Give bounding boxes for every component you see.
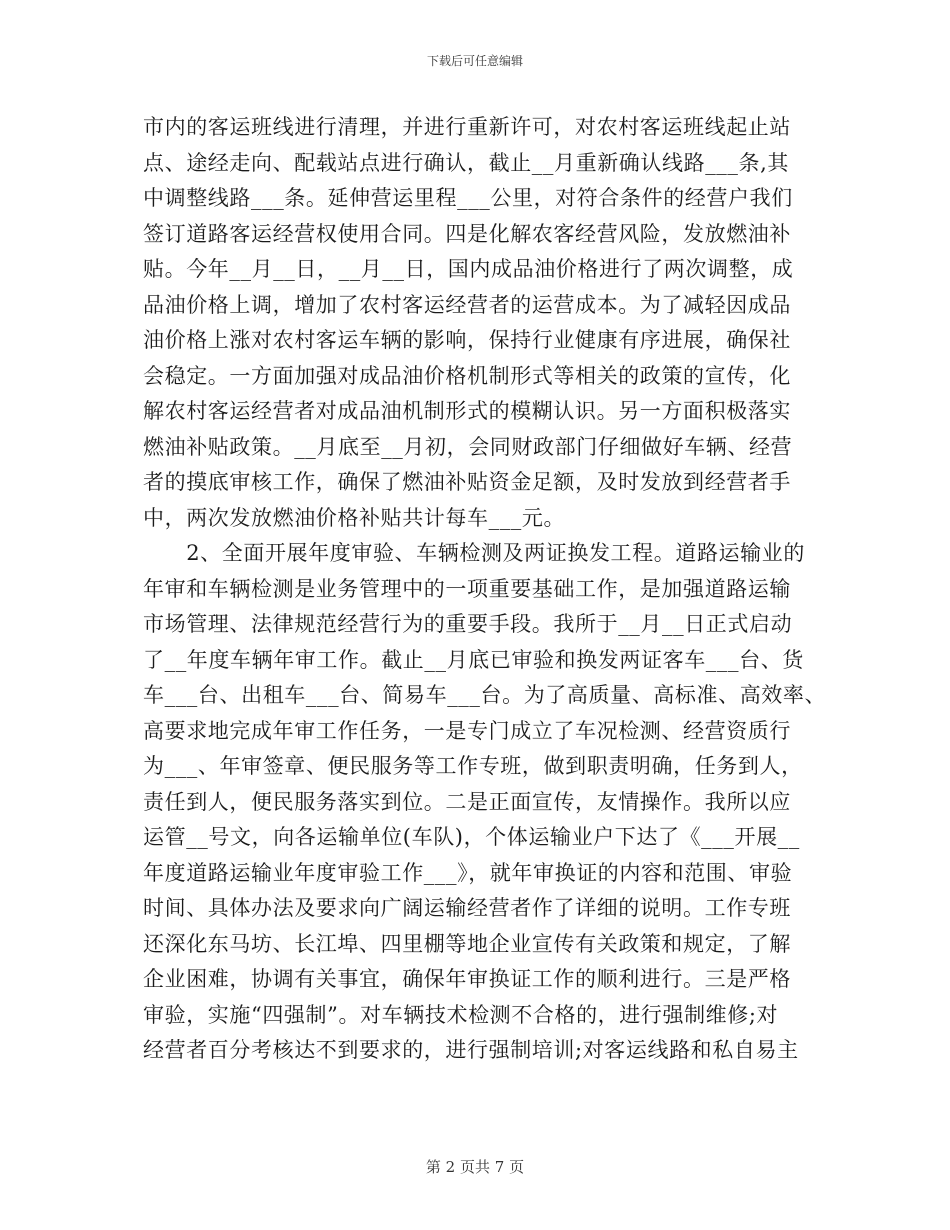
text-line: 还深化东马坊、长江埠、四里棚等地企业宣传有关政策和规定，了解: [143, 931, 791, 956]
text-line: 经营者百分考核达不到要求的，进行强制培训;对客运线路和私自易主: [143, 1038, 799, 1062]
text-line: 解农村客运经营者对成品油机制形式的模糊认识。另一方面积极落实: [143, 399, 791, 423]
text-line: 车___台、出租车___台、简易车___台。为了高质量、高标准、高效率、: [143, 683, 827, 707]
text-line: 高要求地完成年审工作任务，一是专门成立了车况检测、经营资质行: [143, 718, 791, 743]
text-line: 者的摸底审核工作，确保了燃油补贴资金足额，及时发放到经营者手: [143, 470, 791, 494]
text-line: 中，两次发放燃油价格补贴共计每车___元。: [143, 505, 566, 530]
text-line: 2、全面开展年度审验、车辆检测及两证换发工程。道路运输业的: [143, 541, 805, 565]
text-line: 贴。今年__月__日，__月__日，国内成品油价格进行了两次调整，成: [143, 257, 794, 281]
text-line: 中调整线路___条。延伸营运里程___公里，对符合条件的经营户我们: [143, 186, 793, 210]
text-line: 市内的客运班线进行清理，并进行重新许可，对农村客运班线起止站: [143, 115, 791, 139]
text-line: 为___、年审签章、便民服务等工作专班，做到职责明确，任务到人，: [143, 754, 803, 778]
text-line: 年度道路运输业年度审验工作___》，就年审换证的内容和范围、审验: [143, 860, 793, 885]
text-line: 年审和车辆检测是业务管理中的一项重要基础工作，是加强道路运输: [143, 576, 791, 601]
text-line: 市场管理、法律规范经营行为的重要手段。我所于__月__日正式启动: [143, 612, 793, 636]
body-text: [143, 110, 827, 1069]
text-line: 运管__号文，向各运输单位(车队)，个体运输业户下达了《___开展__: [143, 825, 800, 849]
text-line: 审验，实施“四强制”。对车辆技术检测不合格的，进行强制维修;对: [143, 1002, 779, 1027]
text-line: 责任到人，便民服务落实到位。二是正面宣传，友情操作。我所以应: [143, 789, 791, 814]
text-line: 时间、具体办法及要求向广阔运输经营者作了详细的说明。工作专班: [143, 896, 791, 920]
text-line: 品油价格上调，增加了农村客运经营者的运营成本。为了减轻因成品: [143, 292, 791, 317]
page-footer: 第 2 页共 7 页: [425, 1158, 525, 1176]
text-line: 企业困难，协调有关事宜，确保年审换证工作的顺利进行。三是严格: [143, 967, 791, 991]
text-line: 燃油补贴政策。__月底至__月初，会同财政部门仔细做好车辆、经营: [143, 434, 793, 459]
text-line: 签订道路客运经营权使用合同。四是化解农客经营风险，发放燃油补: [143, 221, 791, 246]
page-header: 下载后可任意编辑: [426, 54, 523, 68]
text-line: 了__年度车辆年审工作。截止__月底已审验和换发两证客车___台、货: [143, 647, 804, 672]
text-line: 油价格上涨对农村客运车辆的影响，保持行业健康有序进展，确保社: [143, 328, 791, 352]
text-line: 点、途经走向、配载站点进行确认，截止__月重新确认线路___条,其: [143, 150, 789, 175]
text-line: 会稳定。一方面加强对成品油价格机制形式等相关的政策的宣传，化: [143, 363, 791, 388]
